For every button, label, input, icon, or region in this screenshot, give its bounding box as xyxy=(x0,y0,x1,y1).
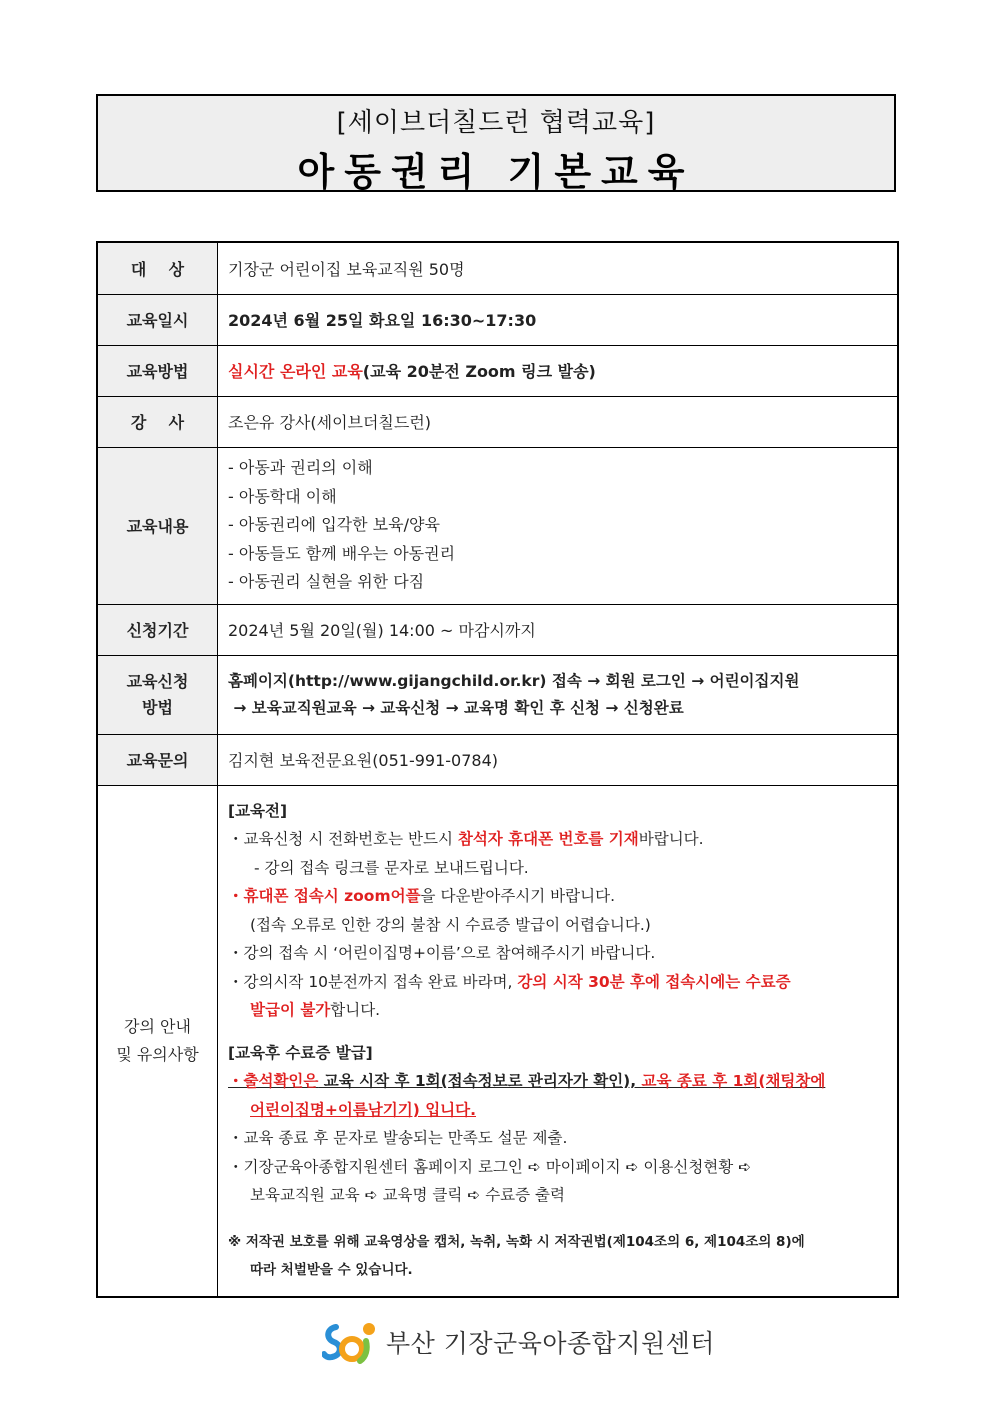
inquiry-value: 김지현 보육전문요원(051-991-0784) xyxy=(218,734,899,785)
apply-step-line2: → 보육교직원교육 → 교육신청 → 교육명 확인 후 신청 → 신청완료 xyxy=(228,698,684,717)
content-item: - 아동과 권리의 이해 xyxy=(228,458,373,478)
section-spacer xyxy=(228,1210,887,1228)
copyright-notice-line2: 따라 처벌받을 수 있습니다. xyxy=(250,1262,413,1279)
before-item-4 xyxy=(228,968,887,997)
copyright-notice-line1: ※ 저작권 보호를 위해 교육영상을 캡처, 녹취, 녹화 시 저작권법(제104조의 6, 제104조의 8)에 xyxy=(228,1233,805,1250)
before-item-1-sub: - 강의 접속 링크를 문자로 보내드립니다. xyxy=(254,858,529,877)
apply-step-line1: 홈페이지(http://www.gijangchild.or.kr) 접속 → 회원 로그인 → 어린이집지원 xyxy=(228,671,800,690)
content-item: - 아동들도 함께 배우는 아동권리 xyxy=(228,543,456,563)
before-item-1-end: 바랍니다. xyxy=(638,830,704,849)
after-item-3-cont: 보육교직원 교육 ➪ 교육명 클릭 ➪ 수료증 출력 xyxy=(250,1186,566,1205)
after-heading: [교육후 수료증 발급] xyxy=(228,1043,373,1062)
method-value xyxy=(218,345,899,396)
content-list xyxy=(218,447,899,604)
before-item-2 xyxy=(228,882,887,911)
page-subtitle: [세이브더칠드런 협력교육] xyxy=(336,108,656,138)
before-item-4-end: 합니다. xyxy=(330,1001,381,1020)
before-item-4-cont xyxy=(228,996,887,1025)
method-value-highlight: 실시간 온라인 교육 xyxy=(228,362,363,381)
footer-org-name: 부산 기장군육아종합지원센터 xyxy=(386,1329,715,1358)
inquiry-label: 교육문의 xyxy=(97,734,218,785)
content-item: - 아동권리에 입각한 보육/양육 xyxy=(228,515,440,535)
before-item-1-highlight: 참석자 휴대폰 번호를 기재 xyxy=(457,830,639,849)
content-label: 교육내용 xyxy=(97,447,218,604)
target-label: 대 상 xyxy=(97,242,218,294)
row-inquiry xyxy=(97,734,898,785)
target-value: 기장군 어린이집 보육교직원 50명 xyxy=(218,242,899,294)
notes-label-line1: 강의 안내 xyxy=(124,1016,191,1036)
period-value: 2024년 5월 20일(월) 14:00 ~ 마감시까지 xyxy=(218,604,899,655)
after-item-2: ・교육 종료 후 문자로 발송되는 만족도 설문 제출. xyxy=(228,1129,568,1148)
apply-steps xyxy=(218,655,899,734)
section-spacer xyxy=(228,1025,887,1039)
after-item-3: ・기장군육아종합지원센터 홈페이지 로그인 ➪ 마이페이지 ➪ 이용신청현황 ➪ xyxy=(228,1157,752,1176)
apply-label xyxy=(97,655,218,734)
row-target xyxy=(97,242,898,294)
apply-label-line1: 교육신청 xyxy=(126,671,189,691)
notes-label xyxy=(97,785,218,1297)
after-item-1-highlight: ・출석확인은 xyxy=(228,1072,319,1091)
before-item-4-text: ・강의시작 10분전까지 접속 완료 바라며, xyxy=(228,972,518,991)
before-item-4-highlight-2: 발급이 불가 xyxy=(250,1001,331,1020)
footer xyxy=(322,1318,715,1366)
row-date xyxy=(97,294,898,345)
notes-content xyxy=(218,785,899,1297)
method-value-detail: (교육 20분전 Zoom 링크 발송) xyxy=(362,362,596,381)
row-content xyxy=(97,447,898,604)
content-item: - 아동학대 이해 xyxy=(228,486,337,506)
before-item-2-highlight: ・휴대폰 접속시 zoom어플 xyxy=(228,887,421,906)
after-item-1 xyxy=(228,1067,887,1096)
center-logo-icon xyxy=(322,1319,380,1365)
row-method xyxy=(97,345,898,396)
after-item-1-text: 교육 시작 후 1회(접속정보로 관리자가 확인), xyxy=(318,1072,642,1091)
date-value: 2024년 6월 25일 화요일 16:30~17:30 xyxy=(218,294,899,345)
before-item-1 xyxy=(228,825,887,854)
lecturer-value: 조은유 강사(세이브더칠드런) xyxy=(218,396,899,447)
before-item-1-text: ・교육신청 시 전화번호는 반드시 xyxy=(228,830,458,849)
lecturer-label: 강 사 xyxy=(97,396,218,447)
before-item-3: ・강의 접속 시 ‘어린이집명+이름’으로 참여해주시기 바랍니다. xyxy=(228,944,656,963)
method-label: 교육방법 xyxy=(97,345,218,396)
row-apply xyxy=(97,655,898,734)
row-period xyxy=(97,604,898,655)
page-title: 아동권리 기본교육 xyxy=(297,150,695,194)
before-item-2-sub: (접속 오류로 인한 강의 불참 시 수료증 발급이 어렵습니다.) xyxy=(250,915,651,934)
after-item-1-highlight-2: 교육 종료 후 1회(채팅창에 xyxy=(641,1072,826,1091)
row-notes xyxy=(97,785,898,1297)
row-lecturer xyxy=(97,396,898,447)
info-table xyxy=(96,241,899,1298)
period-label: 신청기간 xyxy=(97,604,218,655)
before-item-4-highlight: 강의 시작 30분 후에 접속시에는 수료증 xyxy=(517,972,791,991)
apply-label-line2: 방법 xyxy=(142,697,173,717)
notes-label-line2: 및 유의사항 xyxy=(116,1044,199,1064)
before-heading: [교육전] xyxy=(228,801,288,820)
content-item: - 아동권리 실현을 위한 다짐 xyxy=(228,572,425,592)
date-label: 교육일시 xyxy=(97,294,218,345)
after-item-1-cont: 어린이집명+이름남기기) 입니다. xyxy=(250,1100,477,1119)
before-item-2-text: 을 다운받아주시기 바랍니다. xyxy=(420,887,616,906)
title-box xyxy=(96,94,896,192)
